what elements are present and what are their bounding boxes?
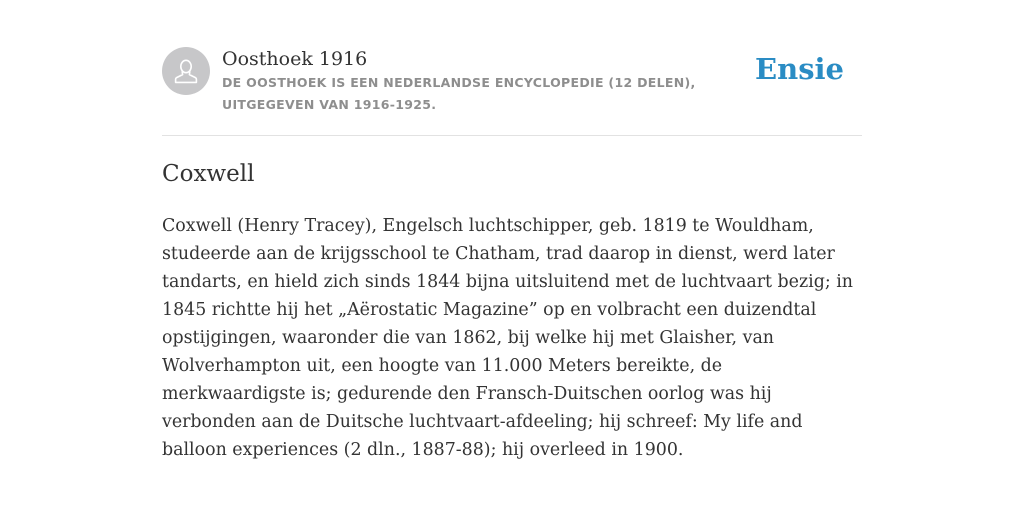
user-icon — [162, 47, 210, 95]
source-description: DE OOSTHOEK IS EEN NEDERLANDSE ENCYCLOPEDIE (12 DELEN), UITGEGEVEN VAN 1916-1925. — [222, 75, 696, 112]
source-header — [162, 44, 862, 116]
entry-text: Coxwell (Henry Tracey), Engelsch luchtschipper, geb. 1819 te Wouldham, studeerde aan de krijgsschool te Chatham, trad daarop in dienst, werd later tandarts, en hield zich sinds 1844 bijna uitsluitend met de luchtvaart bezig; in 1845 richtte hij het „Aërostatic Magazine” op en volbracht een duizendtal opstijgingen, waaronder die van 1862, bij welke hij met Glaisher, van Wolverhampton uit, een hoogte van 11.000 Meters bereikte, de merkwaardigste is; gedurende den Fransch-Duitschen oorlog was hij verbonden aan de Duitsche luchtvaart-afdeeling; hij schreef: My life and balloon experiences (2 dln., 1887-88); hij overleed in 1900. — [162, 216, 853, 460]
entry-title: Coxwell — [162, 161, 255, 187]
source-avatar[interactable] — [162, 47, 210, 95]
ensie-logo[interactable]: Ensie — [755, 52, 844, 86]
header-divider — [162, 135, 862, 136]
source-title[interactable]: Oosthoek 1916 — [222, 48, 368, 70]
